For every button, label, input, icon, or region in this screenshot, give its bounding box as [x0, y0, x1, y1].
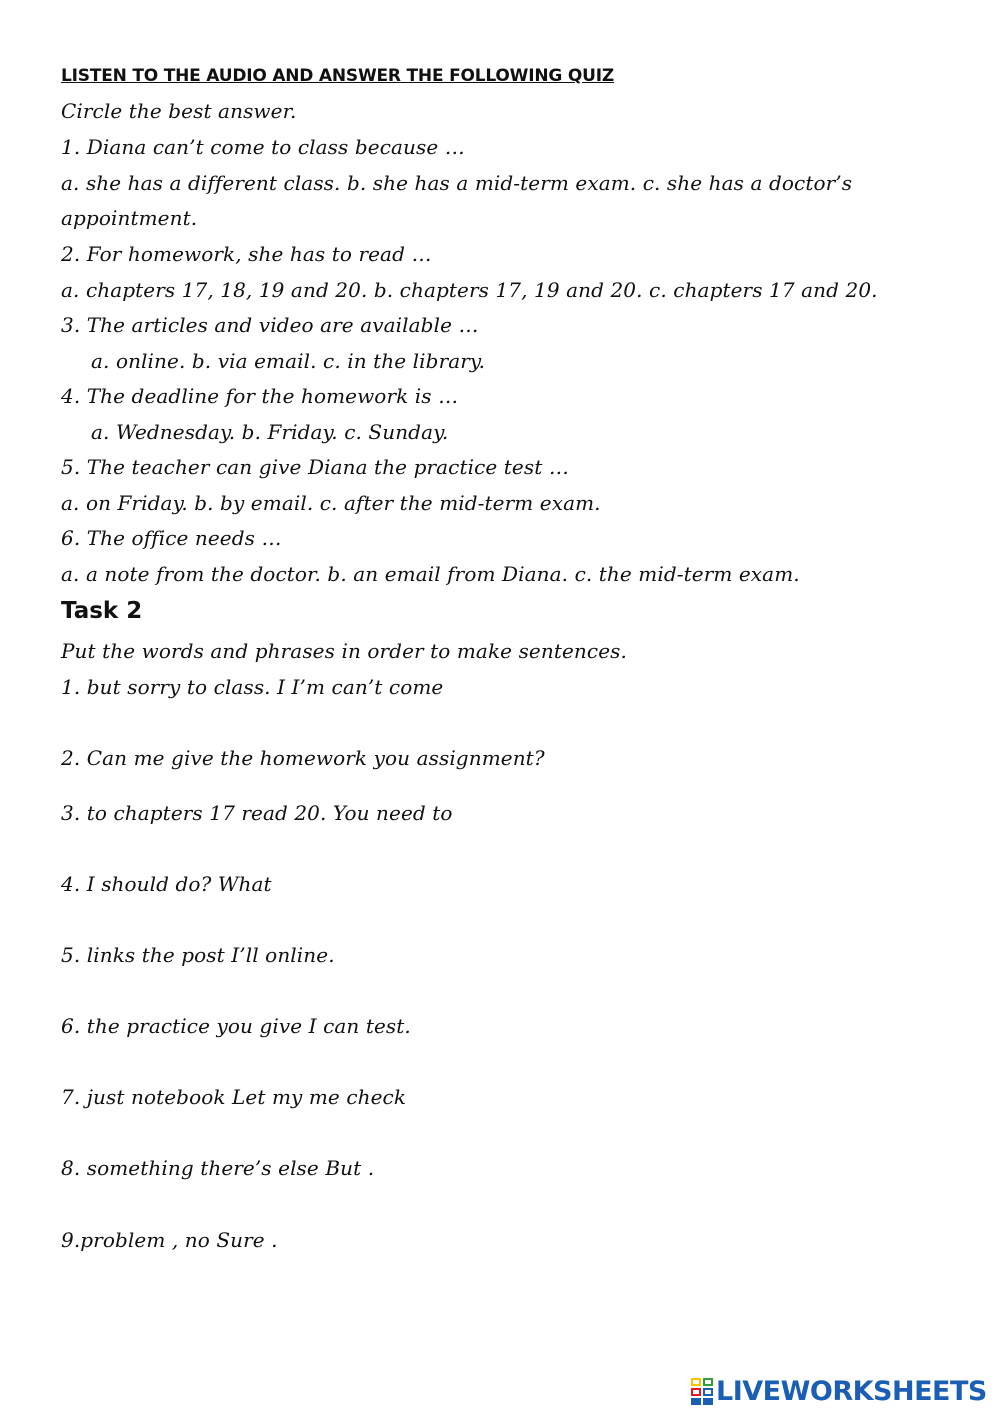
task2-instruction: Put the words and phrases in order to make sentences.: [61, 639, 627, 663]
liveworksheets-logo-icon: [690, 1376, 714, 1406]
sentence-item: 9.problem , no Sure .: [61, 1228, 278, 1252]
question-1-options-continued: appointment.: [61, 206, 198, 230]
question-6: 6. The office needs …: [61, 526, 282, 550]
liveworksheets-logo: [690, 1374, 987, 1408]
sentence-item: 7. just notebook Let my me check: [61, 1085, 407, 1109]
task1-instruction: Circle the best answer.: [61, 99, 297, 123]
question-2-options: a. chapters 17, 18, 19 and 20. b. chapters 17, 19 and 20. c. chapters 17 and 20.: [61, 278, 878, 302]
question-3-options: a. online. b. via email. c. in the library.: [91, 349, 486, 373]
question-6-options: a. a note from the doctor. b. an email from Diana. c. the mid-term exam.: [61, 562, 800, 586]
question-1-options: a. she has a different class. b. she has a mid-term exam. c. she has a doctor’s: [61, 171, 853, 195]
liveworksheets-logo-text: LIVEWORKSHEETS: [716, 1375, 987, 1407]
question-4: 4. The deadline for the homework is …: [61, 384, 459, 408]
sentence-item: 4. I should do? What: [61, 872, 272, 896]
sentence-item: 3. to chapters 17 read 20. You need to: [61, 801, 453, 825]
sentence-item: 5. links the post I’ll online.: [61, 943, 335, 967]
sentence-item: 2. Can me give the homework you assignment?: [61, 746, 545, 770]
sentence-item: 6. the practice you give I can test.: [61, 1014, 411, 1038]
question-2: 2. For homework, she has to read …: [61, 242, 432, 266]
sentence-item: 1. but sorry to class. I I’m can’t come: [61, 675, 444, 699]
task2-title: Task 2: [61, 598, 143, 624]
question-1: 1. Diana can’t come to class because …: [61, 135, 465, 159]
question-4-options: a. Wednesday. b. Friday. c. Sunday.: [91, 420, 449, 444]
question-5-options: a. on Friday. b. by email. c. after the mid-term exam.: [61, 491, 601, 515]
question-3: 3. The articles and video are available …: [61, 313, 479, 337]
question-5: 5. The teacher can give Diana the practice test …: [61, 455, 569, 479]
sentence-item: 8. something there’s else But .: [61, 1156, 375, 1180]
quiz-heading: LISTEN TO THE AUDIO AND ANSWER THE FOLLOWING QUIZ: [61, 66, 614, 86]
